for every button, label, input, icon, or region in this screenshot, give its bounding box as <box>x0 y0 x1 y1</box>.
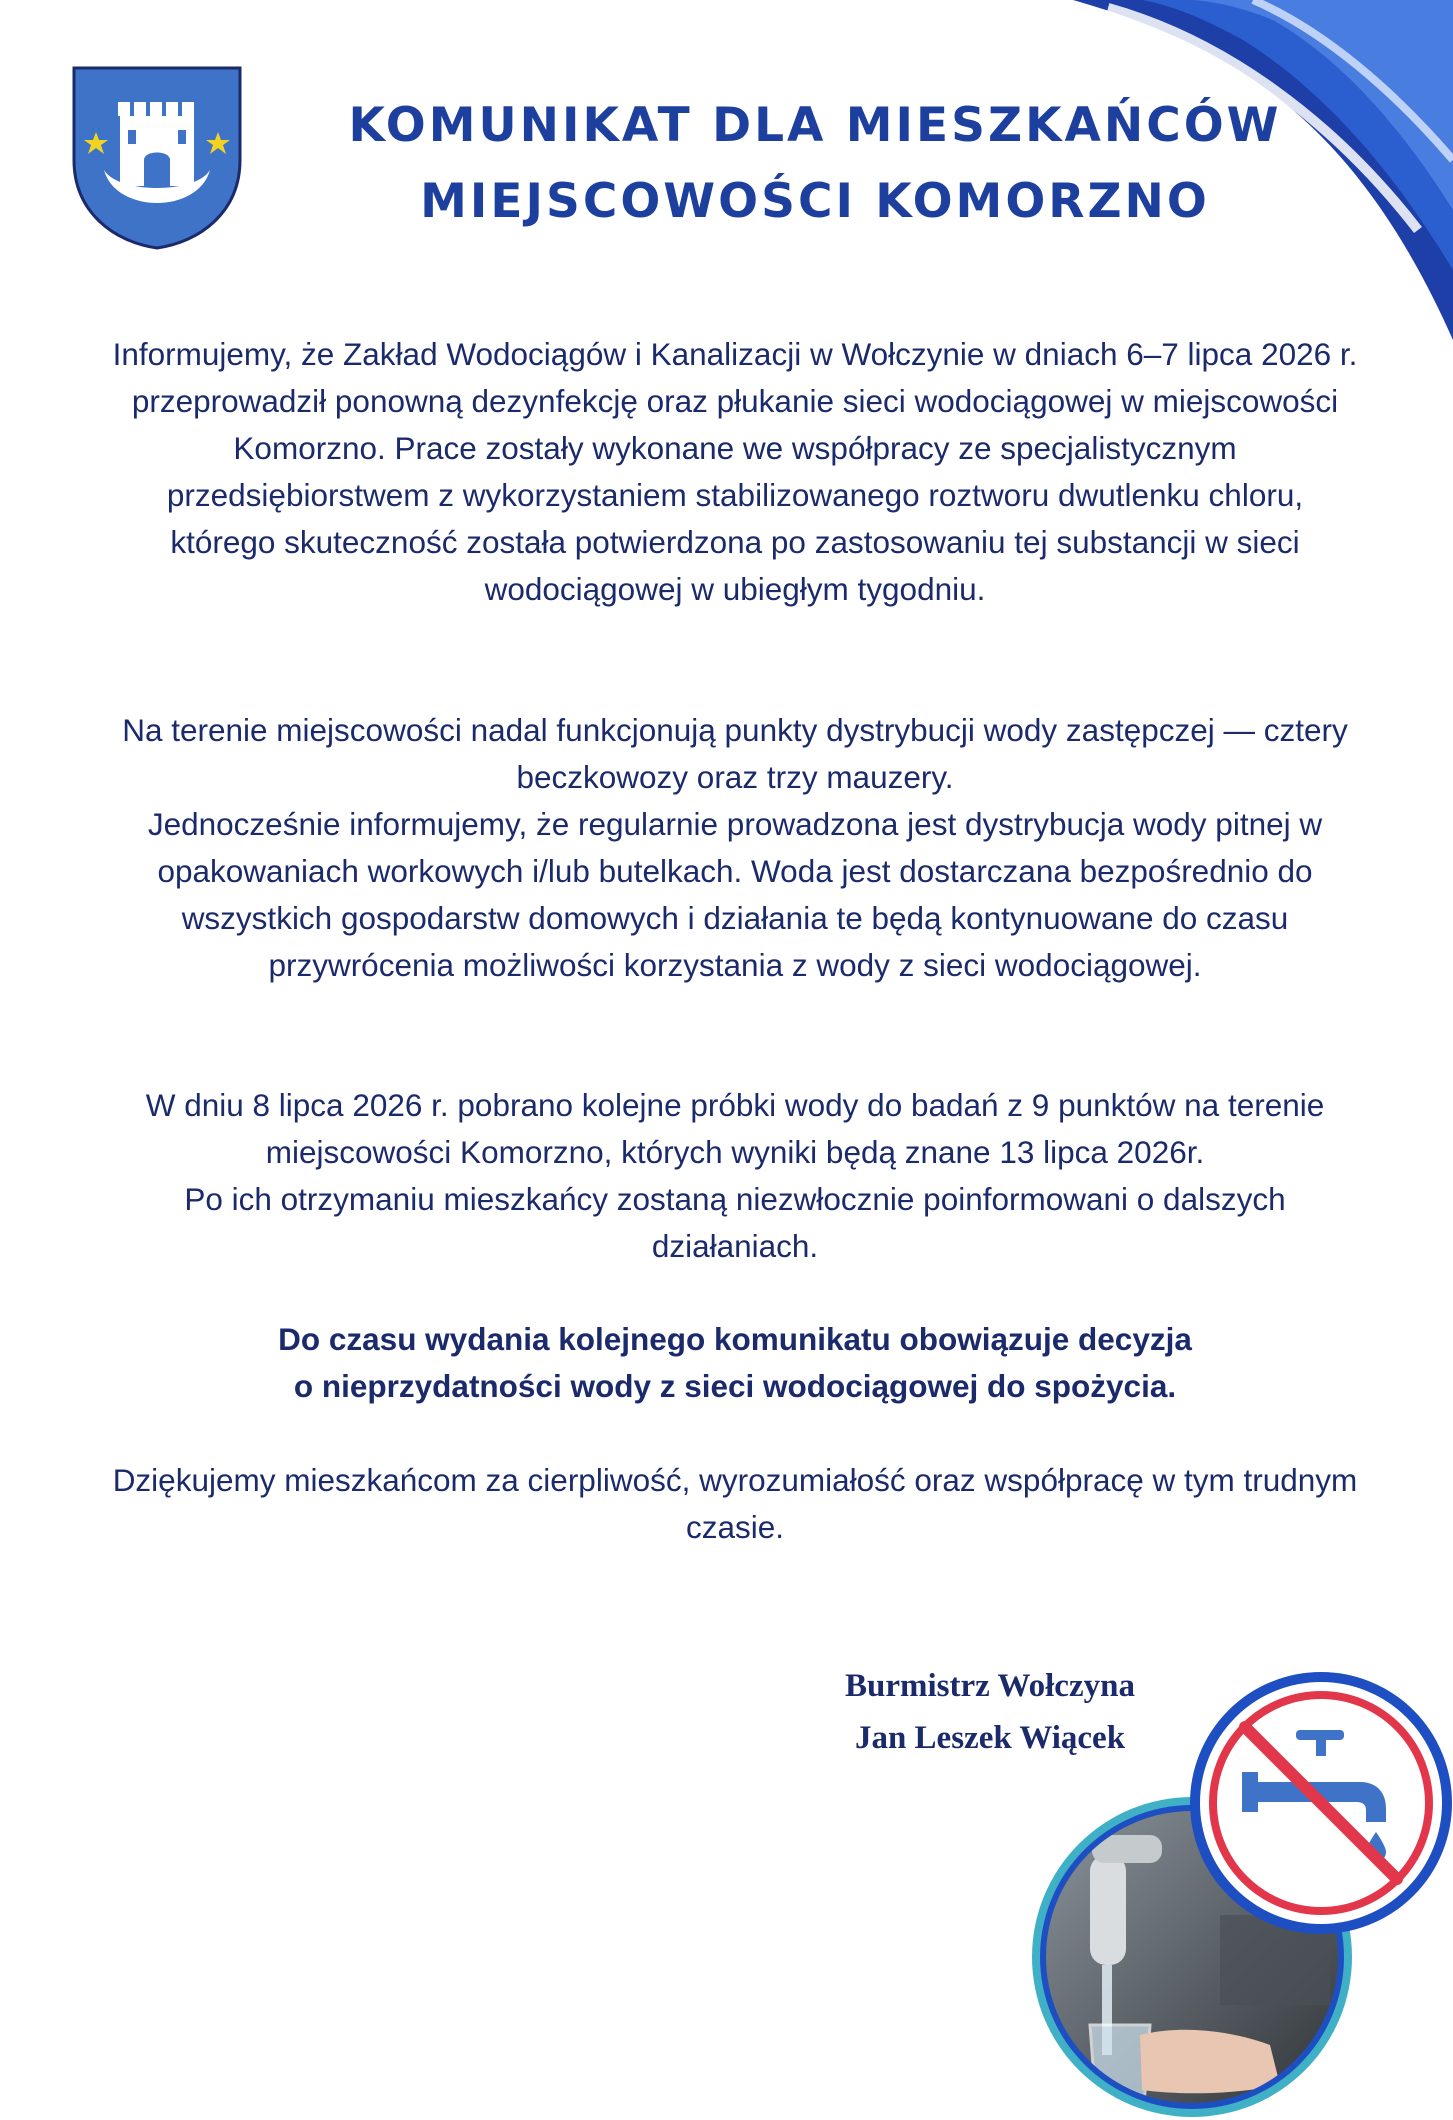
paragraph-thanks: Dziękujemy mieszkańcom za cierpliwość, wyrozumiałość oraz współpracę w tym trudnym czasie. <box>112 1462 1358 1545</box>
paragraph-bottled-water: Jednocześnie informujemy, że regularnie prowadzona jest dystrybucja wody pitnej w opakowaniach workowych i/lub butelkach. Woda jest dostarczana bezpośrednio do wszystkich gospodarstw domowych i działania te będą kontynuowane do czasu przywrócenia możliwości korzystania z wody z sieci wodociągowej. <box>147 806 1323 983</box>
page-title-line-1: KOMUNIKAT DLA MIESZKAŃCÓW <box>348 98 1282 153</box>
paragraph-distribution-points: Na terenie miejscowości nadal funkcjonują punkty dystrybucji wody zastępczej — cztery beczkowozy oraz trzy mauzery. <box>122 712 1348 795</box>
paragraph-disinfection: Informujemy, że Zakład Wodociągów i Kanalizacji w Wołczynie w dniach 6–7 lipca 2026 r. przeprowadził ponowną dezynfekcję oraz płukanie sieci wodociągowej w miejscowości Komorzno. Prace zostały wykonane we współpracy ze specjalistycznym przedsiębiorstwem z wykorzystaniem stabilizowanego roztworu dwutlenku chloru, którego skuteczność została potwierdzona po zastosowaniu tej substancji w sieci wodociągowej w ubiegłym tygodniu. <box>112 336 1358 607</box>
signature-name: Jan Leszek Wiącek <box>854 1720 1126 1756</box>
notice-decision <box>110 1316 1360 1410</box>
page-title-line-2: MIEJSCOWOŚCI KOMORZNO <box>420 174 1210 229</box>
paragraph-water-distribution <box>110 707 1360 989</box>
notice-line-1: Do czasu wydania kolejnego komunikatu obowiązuje decyzja <box>278 1321 1192 1357</box>
signature-title: Burmistrz Wołczyna <box>845 1668 1135 1704</box>
coat-of-arms-icon <box>68 62 246 252</box>
paragraph-samples-taken: W dniu 8 lipca 2026 r. pobrano kolejne próbki wody do badań z 9 punktów na terenie miejscowości Komorzno, których wyniki będą znane 13 lipca 2026r. <box>145 1087 1325 1170</box>
paragraph-samples <box>110 1082 1360 1270</box>
notice-line-2: o nieprzydatności wody z sieci wodociągowej do spożycia. <box>293 1368 1177 1404</box>
no-tap-water-icon <box>1190 1672 1453 1935</box>
paragraph-residents-informed: Po ich otrzymaniu mieszkańcy zostaną niezwłocznie poinformowani o dalszych działaniach. <box>184 1181 1286 1264</box>
